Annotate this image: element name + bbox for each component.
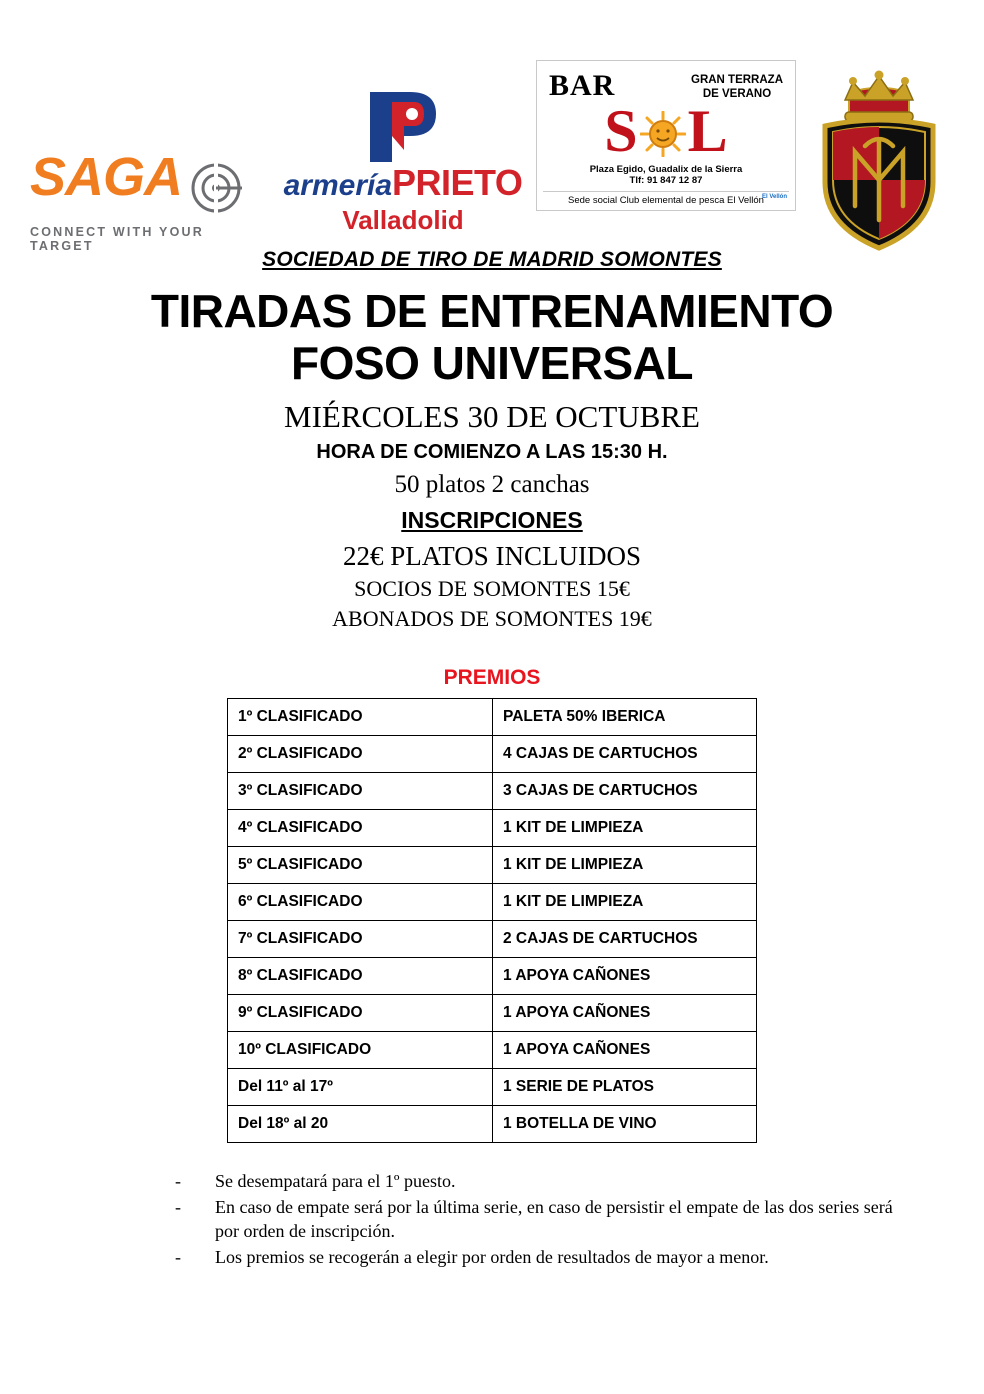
note-bullet: - (175, 1171, 181, 1192)
prize-position: 5º CLASIFICADO (228, 847, 493, 884)
prize-award: 1 KIT DE LIMPIEZA (493, 884, 757, 921)
target-icon (190, 162, 242, 219)
prize-position: 10º CLASIFICADO (228, 1032, 493, 1069)
rules-notes (175, 1169, 895, 1269)
prieto-mark-icon (278, 90, 528, 164)
sun-icon (640, 109, 686, 155)
platos-info: 50 platos 2 canchas (394, 471, 590, 499)
prieto-city: Valladolid (342, 204, 464, 235)
table-row (228, 847, 757, 884)
prize-position: 7º CLASIFICADO (228, 921, 493, 958)
saga-tagline: CONNECT WITH YOUR TARGET (30, 225, 204, 254)
prize-award: 2 CAJAS DE CARTUCHOS (493, 921, 757, 958)
barsol-sede (543, 191, 789, 206)
note-text: Se desempatará para el 1º puesto. (215, 1171, 456, 1192)
list-item (175, 1195, 895, 1243)
prize-position: 4º CLASIFICADO (228, 810, 493, 847)
barsol-terraza-line2: DE VERANO (702, 88, 772, 101)
barsol-l-letter: L (687, 98, 728, 164)
table-row (228, 1032, 757, 1069)
note-bullet: - (175, 1197, 181, 1218)
table-row (228, 884, 757, 921)
table-row (228, 1069, 757, 1106)
prize-award: 1 APOYA CAÑONES (493, 995, 757, 1032)
page-title (0, 286, 984, 389)
prize-award: 1 KIT DE LIMPIEZA (493, 810, 757, 847)
prize-position: Del 11º al 17º (228, 1069, 493, 1106)
prize-position: 1º CLASIFICADO (228, 699, 493, 736)
armeria-prieto-logo (278, 60, 528, 236)
inscripciones-heading: INSCRIPCIONES (401, 507, 583, 534)
prize-position: Del 18º al 20 (228, 1106, 493, 1143)
prize-award: 1 BOTELLA DE VINO (493, 1106, 757, 1143)
prieto-name-word: PRIETO (392, 162, 523, 203)
prieto-armeria-word: armería (283, 169, 393, 202)
society-name: SOCIEDAD DE TIRO DE MADRID SOMONTES (262, 248, 722, 271)
note-text: En caso de empate será por la última serie, en caso de persistir el empate de las dos series será por orden de inscripción. (215, 1197, 893, 1242)
table-row (228, 773, 757, 810)
table-row (228, 958, 757, 995)
el-vellon-mark: El Vellón (761, 194, 787, 200)
barsol-phone: Tlf: 91 847 12 87 (629, 175, 703, 186)
saga-wordmark: SAGA (30, 147, 183, 207)
barsol-terraza (691, 69, 783, 102)
prize-position: 6º CLASIFICADO (228, 884, 493, 921)
table-row (228, 1106, 757, 1143)
prize-award: 1 APOYA CAÑONES (493, 1032, 757, 1069)
prize-award: 3 CAJAS DE CARTUCHOS (493, 773, 757, 810)
prize-position: 9º CLASIFICADO (228, 995, 493, 1032)
note-text: Los premios se recogerán a elegir por orden de resultados de mayor a menor. (215, 1247, 769, 1268)
prize-award: 1 SERIE DE PLATOS (493, 1069, 757, 1106)
prize-position: 8º CLASIFICADO (228, 958, 493, 995)
start-time: HORA DE COMIENZO A LAS 15:30 H. (316, 441, 668, 464)
table-row (228, 810, 757, 847)
barsol-bar-word: BAR (549, 69, 616, 102)
prize-award: 1 KIT DE LIMPIEZA (493, 847, 757, 884)
prize-award: 1 APOYA CAÑONES (493, 958, 757, 995)
table-row (228, 736, 757, 773)
prize-position: 2º CLASIFICADO (228, 736, 493, 773)
barsol-sede-text: Sede social Club elemental de pesca El Vellón (568, 195, 764, 206)
barsol-address: Plaza Egido, Guadalix de la Sierra (589, 164, 743, 175)
title-line-1: TIRADAS DE ENTRENAMIENTO (150, 285, 834, 337)
premios-heading: PREMIOS (443, 666, 541, 690)
prize-position: 3º CLASIFICADO (228, 773, 493, 810)
barsol-sol-word (543, 98, 789, 164)
crest-icon (809, 70, 949, 255)
list-item (175, 1245, 895, 1269)
prize-table-body (228, 699, 757, 1143)
price-socios: SOCIOS DE SOMONTES 15€ (354, 576, 630, 602)
sociedad-crest-logo (804, 60, 954, 255)
event-date: MIÉRCOLES 30 DE OCTUBRE (284, 399, 700, 435)
barsol-terraza-line1: GRAN TERRAZA (691, 74, 783, 86)
prize-award: PALETA 50% IBERICA (493, 699, 757, 736)
price-abonados: ABONADOS DE SOMONTES 19€ (332, 606, 652, 632)
price-general: 22€ PLATOS INCLUIDOS (342, 541, 642, 572)
saga-logo (30, 60, 270, 253)
title-line-2: FOSO UNIVERSAL (291, 336, 693, 389)
prize-table (227, 698, 757, 1143)
table-row (228, 995, 757, 1032)
table-row (228, 699, 757, 736)
list-item (175, 1169, 895, 1193)
sponsor-logo-strip (0, 0, 984, 254)
note-bullet: - (175, 1247, 181, 1268)
barsol-s-letter: S (604, 98, 638, 164)
table-row (228, 921, 757, 958)
prize-award: 4 CAJAS DE CARTUCHOS (493, 736, 757, 773)
bar-sol-logo (536, 60, 796, 211)
